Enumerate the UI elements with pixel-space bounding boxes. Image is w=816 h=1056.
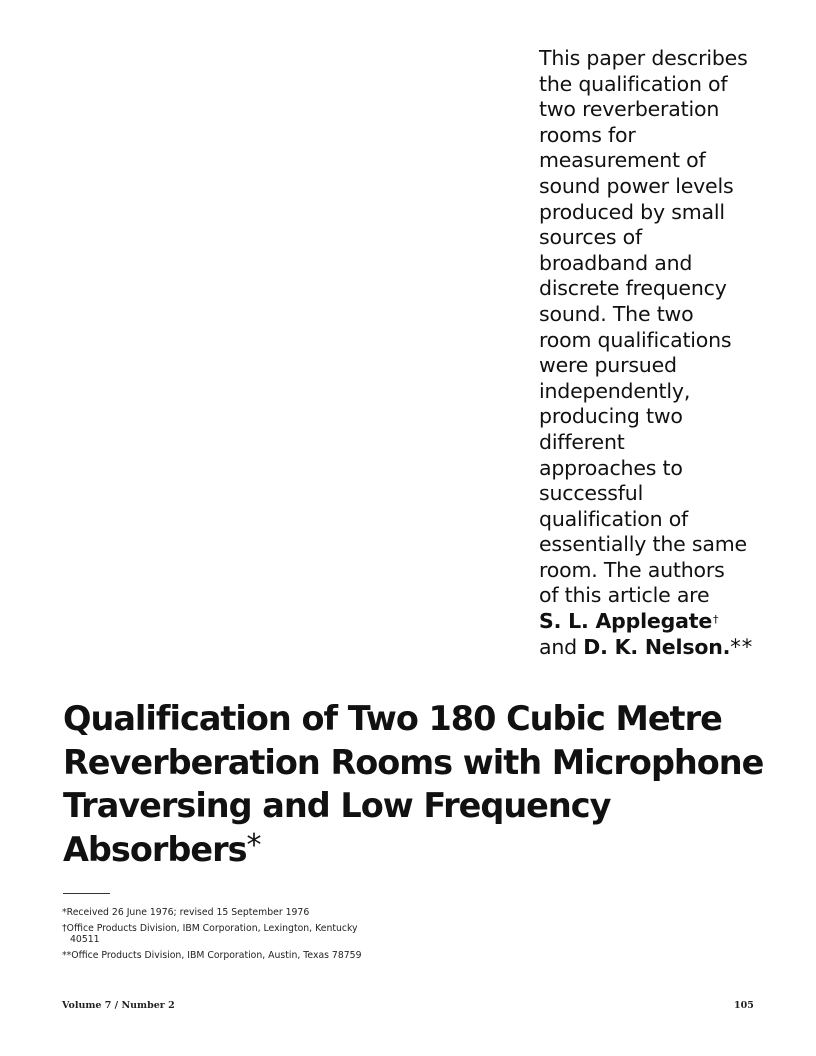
author-name-nelson: D. K. Nelson. xyxy=(583,634,731,659)
author-name-applegate: S. L. Applegate xyxy=(539,609,713,634)
abstract-line: sound power levels xyxy=(539,173,734,198)
abstract-line: were pursued xyxy=(539,353,677,378)
abstract-line: two reverberation xyxy=(539,97,720,122)
abstract-line: discrete frequency xyxy=(539,276,727,301)
abstract-line: of this article are xyxy=(539,583,710,608)
author-footnote-mark-dagger: † xyxy=(713,613,719,627)
footnote-author1 xyxy=(62,923,422,945)
abstract xyxy=(539,46,789,660)
footnote-author2: **Office Products Division, IBM Corporation, Austin, Texas 78759 xyxy=(62,950,362,961)
title-line-last xyxy=(63,828,783,872)
footnote-divider xyxy=(63,893,110,894)
footnote-author1-line1: †Office Products Division, IBM Corporation, Lexington, Kentucky xyxy=(62,923,358,934)
abstract-line: sources of xyxy=(539,225,643,250)
abstract-line: room qualifications xyxy=(539,327,732,352)
abstract-line: different xyxy=(539,429,625,454)
abstract-line: the qualification of xyxy=(539,71,728,96)
abstract-line: approaches to xyxy=(539,455,683,480)
footnotes xyxy=(62,907,422,961)
journal-volume-number: Volume 7 / Number 2 xyxy=(62,1000,175,1011)
author-connector: and xyxy=(539,634,584,659)
abstract-line: measurement of xyxy=(539,148,706,173)
abstract-line: broadband and xyxy=(539,250,693,275)
abstract-line: qualification of xyxy=(539,506,689,531)
abstract-line: sound. The two xyxy=(539,301,694,326)
abstract-line: This paper describes xyxy=(539,46,748,70)
abstract-line: essentially the same xyxy=(539,532,747,557)
footnote-author1-line2: 40511 xyxy=(70,934,100,945)
author-footnote-mark-double-asterisk: ** xyxy=(730,634,754,659)
page-number: 105 xyxy=(734,1000,754,1011)
abstract-line: successful xyxy=(539,481,644,506)
title-line: Traversing and Low Frequency xyxy=(63,786,611,825)
title-line: Absorbers xyxy=(63,829,247,869)
abstract-line: independently, xyxy=(539,378,691,403)
abstract-line: room. The authors xyxy=(539,557,725,582)
author-line-1 xyxy=(539,609,789,635)
abstract-line: rooms for xyxy=(539,122,636,147)
title-footnote-mark: * xyxy=(246,827,261,863)
title-line: Reverberation Rooms with Microphone xyxy=(63,742,764,782)
title-line: Qualification of Two 180 Cubic Metre xyxy=(63,699,722,738)
footnote-received: *Received 26 June 1976; revised 15 September 1976 xyxy=(62,907,310,918)
abstract-line: producing two xyxy=(539,404,683,429)
author-line-2 xyxy=(539,635,789,661)
abstract-line: produced by small xyxy=(539,199,725,224)
article-title xyxy=(63,697,783,871)
